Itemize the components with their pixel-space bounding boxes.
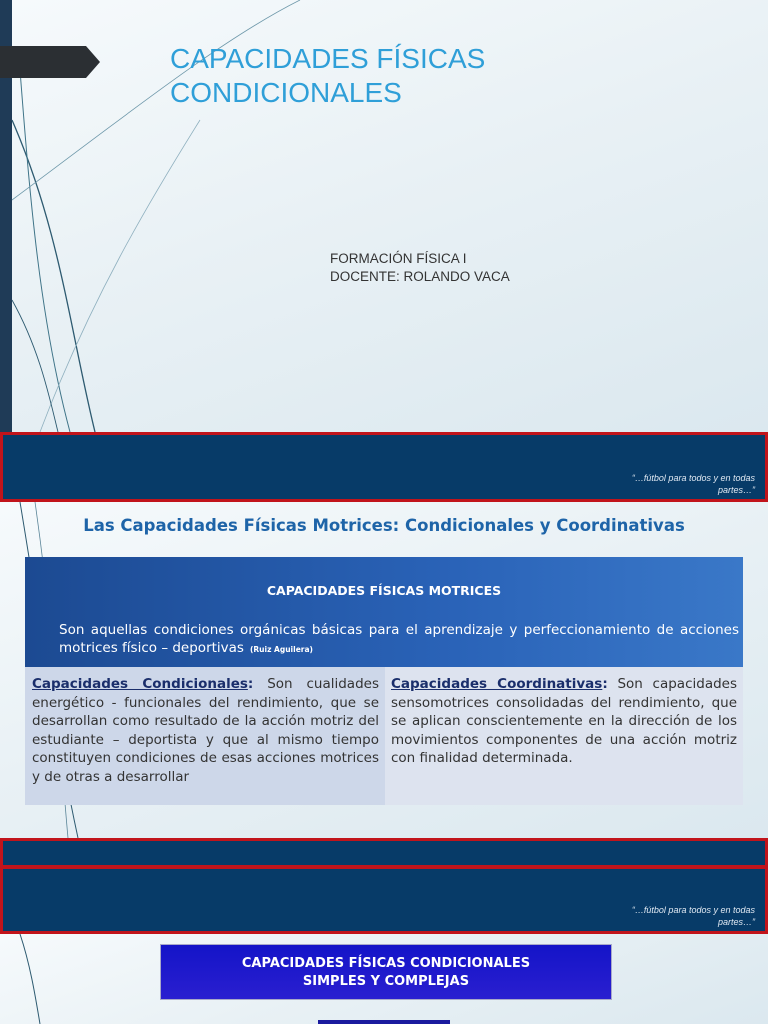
- condicionales-column: [25, 667, 385, 805]
- banner-quote-line-1: “…fútbol para todos y en todas: [631, 905, 755, 915]
- term-colon: :: [602, 676, 608, 692]
- slide-subtitle: [330, 250, 510, 286]
- course-name: FORMACIÓN FÍSICA I: [330, 251, 467, 266]
- title-arrow-badge: [0, 46, 100, 78]
- slide-condicionales: [0, 934, 768, 1024]
- title-line-1: CAPACIDADES FÍSICAS: [170, 43, 486, 74]
- panel-heading: CAPACIDADES FÍSICAS MOTRICES: [266, 583, 502, 598]
- coordinativas-term: Capacidades Coordinativas: [391, 676, 603, 692]
- coordinativas-definition: Son capacidades sensomotrices consolidadas del rendimiento, que se aplican conscientemente en la dirección de los movimientos componentes de una acción motriz con finalidad determinada.: [391, 676, 737, 766]
- panel-definition-text: Son aquellas condiciones orgánicas básicas para el aprendizaje y perfeccionamiento de acciones motrices físico – deportivas: [59, 622, 739, 656]
- slide-title-heading: [170, 42, 730, 110]
- coordinativas-column: [385, 667, 743, 805]
- banner-quote-line-1: “…fútbol para todos y en todas: [631, 473, 755, 483]
- box-line-1: CAPACIDADES FÍSICAS CONDICIONALES: [241, 956, 531, 971]
- banner-slide-3: [0, 866, 768, 934]
- sub-box-edge: [318, 1020, 450, 1024]
- condicionales-term: Capacidades Condicionales: [32, 676, 248, 692]
- banner-quote-line-2: partes…”: [717, 917, 755, 927]
- box-line-2: SIMPLES Y COMPLEJAS: [302, 974, 470, 989]
- slide-capacidades-motrices: [0, 502, 768, 838]
- panel-definition: [59, 621, 739, 659]
- teacher-name: DOCENTE: ROLANDO VACA: [330, 269, 510, 284]
- condicionales-definition: Son cualidades energético - funcionales del rendimiento, que se desarrollan como resultado de la acción motriz del estudiante – deportista y que al mismo tiempo constituyen condiciones de esas acciones motrices y de otras a desarrollar: [32, 676, 379, 785]
- term-colon: :: [247, 676, 254, 692]
- panel-citation: (Ruiz Aguilera): [249, 645, 313, 654]
- banner-slide-1: [0, 432, 768, 502]
- banner-slide-2: [0, 838, 768, 868]
- banner-quote: [555, 472, 755, 496]
- title-line-2: CONDICIONALES: [170, 77, 402, 108]
- slide-heading: Las Capacidades Físicas Motrices: Condicionales y Coordinativas: [83, 516, 685, 535]
- banner-quote: [555, 904, 755, 928]
- slide-title: [0, 0, 768, 432]
- condicionales-title-box: [160, 944, 612, 1000]
- banner-quote-line-2: partes…”: [717, 485, 755, 495]
- definition-panel: [25, 557, 743, 667]
